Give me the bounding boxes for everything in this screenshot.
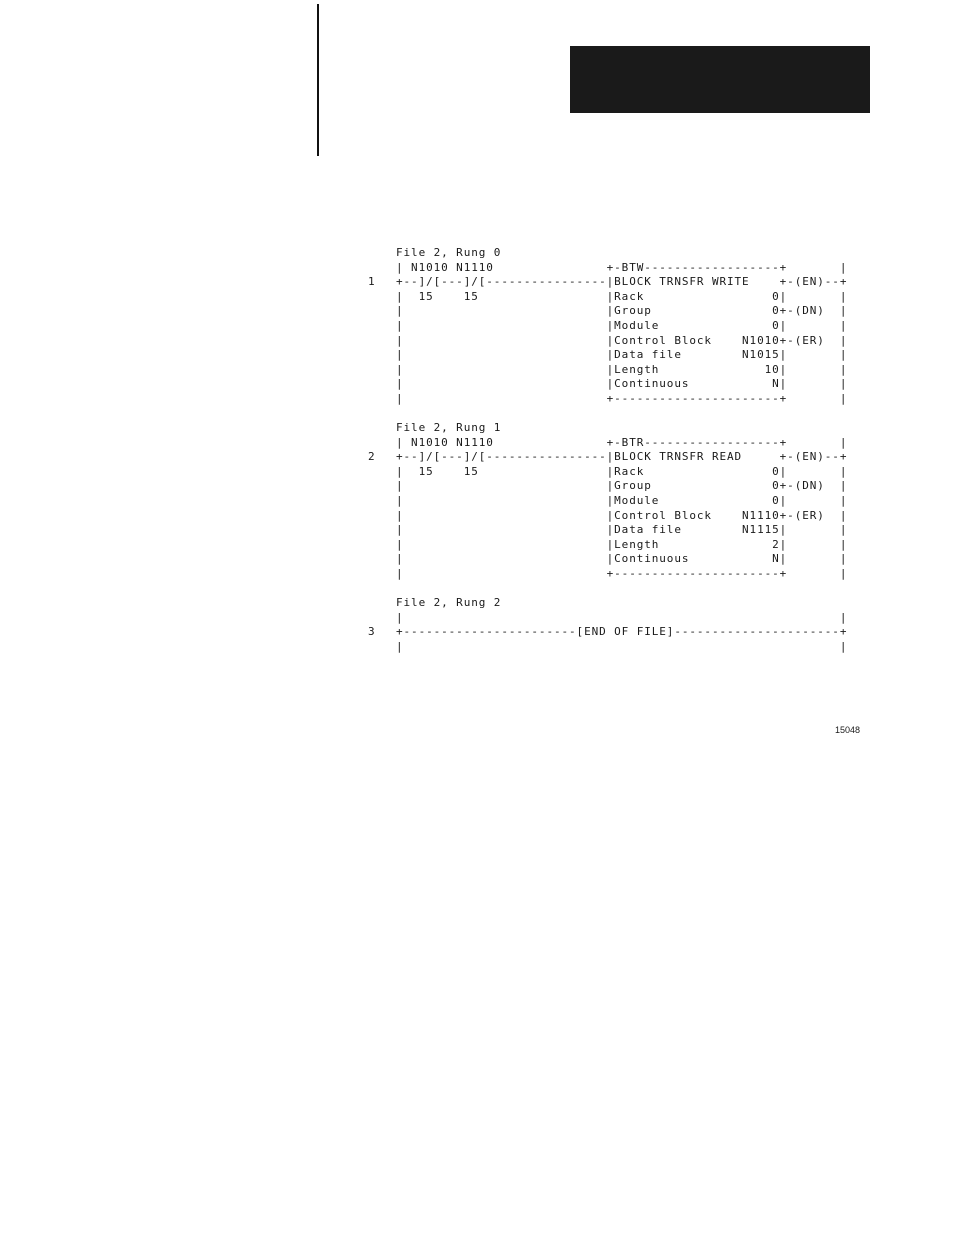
ladder-rung-2: File 2, Rung 2 | | +-----------------------[END OF FILE]----------------------+ | | [396, 596, 848, 653]
margin-rule [317, 4, 319, 156]
ladder-rung-1: File 2, Rung 1 | N1010 N1110 +-BTR------------------+ | +--]/[---]/[----------------|BLOCK TRNSFR READ +-(EN)--+ | 15 15 |Rack 0| | | |Group 0+-(DN) | | |Module 0| | | |Control Block N1110+-(ER) | | |Data file N1115| | | |Length 2| | | |Continuous N| | | +----------------------+ | [396, 421, 848, 580]
figure-id: 15048 [835, 725, 861, 735]
rung-number-1: 1 [368, 275, 375, 288]
rung-number-2: 2 [368, 450, 375, 463]
ladder-rung-0: File 2, Rung 0 | N1010 N1110 +-BTW------------------+ | +--]/[---]/[----------------|BLOCK TRNSFR WRITE +-(EN)--+ | 15 15 |Rack 0| | | |Group 0+-(DN) | | |Module 0| | | |Control Block N1010+-(ER) | | |Data file N1015| | | |Length 10| | | |Continuous N| | | +----------------------+ | [396, 246, 848, 405]
chapter-header-block [570, 46, 870, 113]
rung-number-3: 3 [368, 625, 375, 638]
